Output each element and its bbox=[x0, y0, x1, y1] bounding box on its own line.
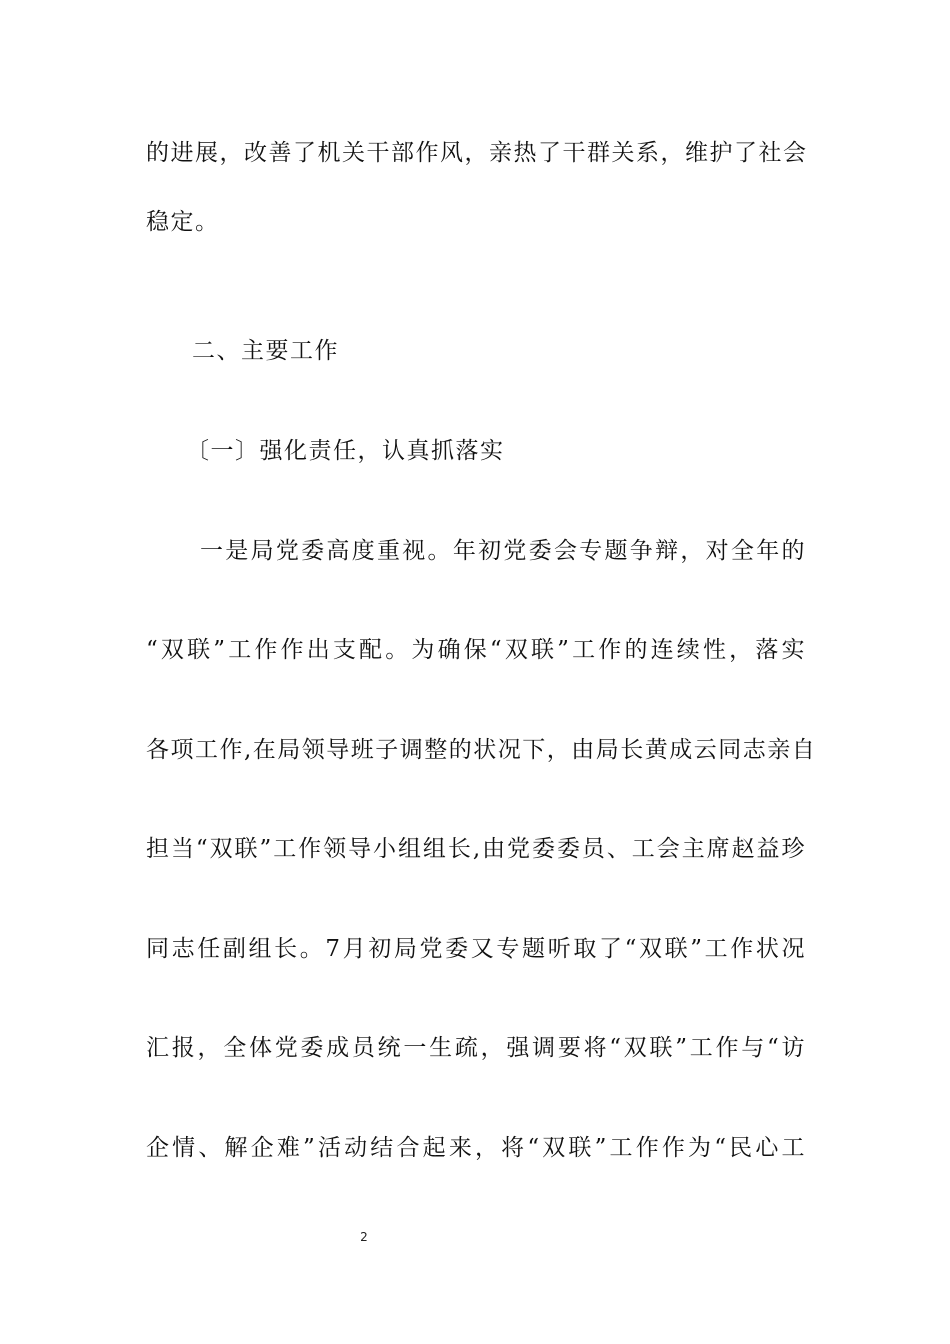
body-text-line: 的进展，改善了机关干部作风，亲热了干群关系，维护了社会 bbox=[146, 140, 808, 166]
body-text-line: “双联”工作作出支配。为确保“双联”工作的连续性，落实 bbox=[146, 637, 806, 663]
body-text-line: 各项工作,在局领导班子调整的状况下，由局长黄成云同志亲自 bbox=[146, 737, 817, 763]
body-text-line: 一是局党委高度重视。年初党委会专题争辩，对全年的 bbox=[200, 538, 806, 564]
body-text-line: 企情、解企难”活动结合起来，将“双联”工作作为“民心工 bbox=[146, 1135, 806, 1161]
body-text-line: 稳定。 bbox=[146, 209, 220, 235]
page-number: 2 bbox=[360, 1230, 368, 1244]
body-text-line: 担当“双联”工作领导小组组长,由党委委员、工会主席赵益珍 bbox=[146, 836, 806, 862]
body-text-line: 汇报，全体党委成员统一生疏，强调要将“双联”工作与“访 bbox=[146, 1035, 806, 1061]
subsection-heading: 〔一〕强化责任，认真抓落实 bbox=[186, 438, 505, 464]
body-text-line: 同志任副组长。7月初局党委又专题听取了“双联”工作状况 bbox=[146, 936, 806, 962]
section-heading: 二、主要工作 bbox=[192, 338, 339, 364]
